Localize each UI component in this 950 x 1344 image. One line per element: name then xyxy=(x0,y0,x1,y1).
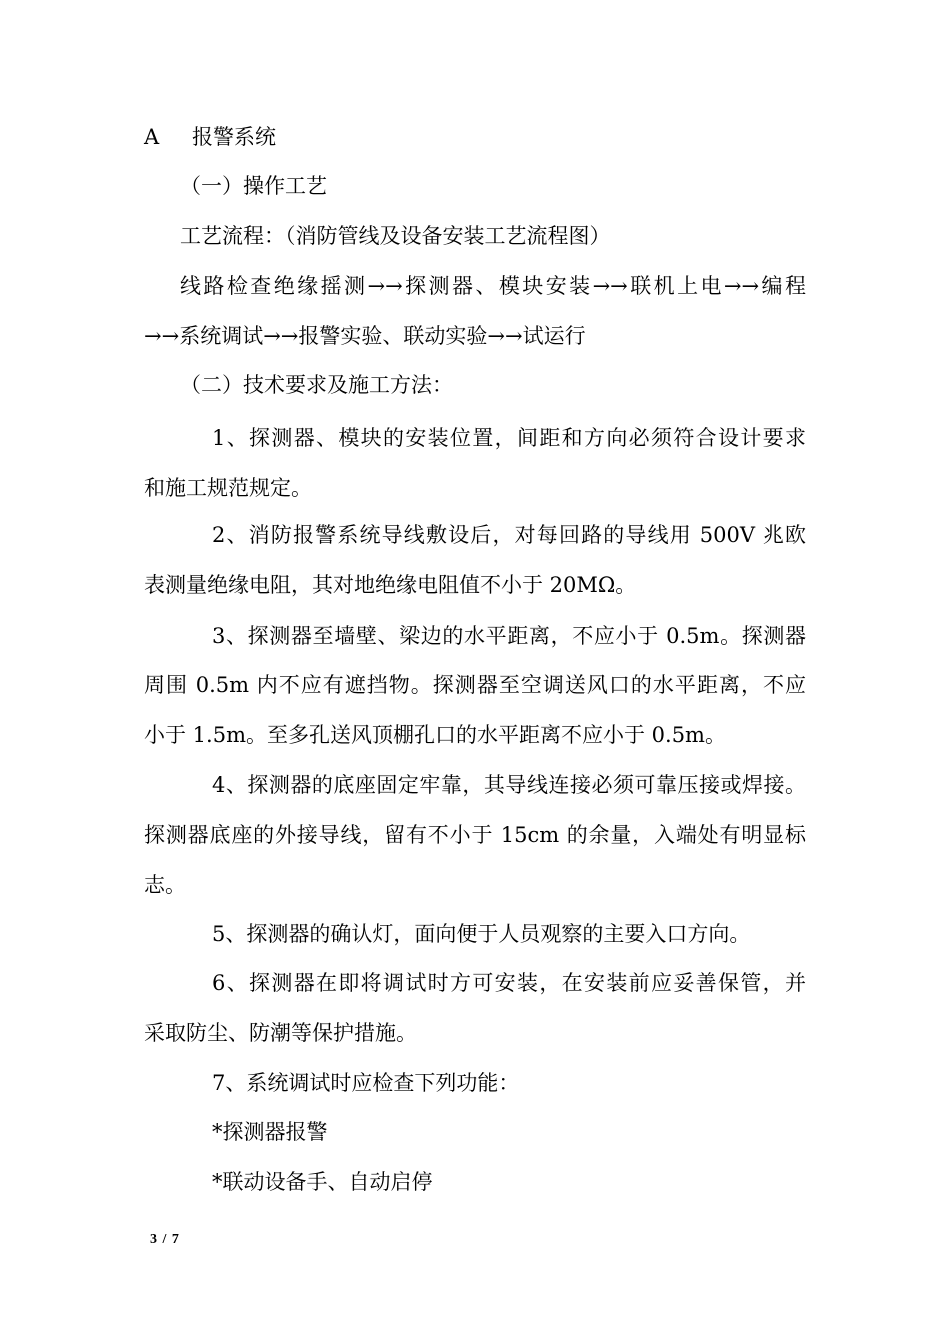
item-4-line-3: 志。 xyxy=(144,873,186,897)
flow-line-2: →→系统调试→→报警实验、联动实验→→试运行 xyxy=(144,324,586,348)
item-5-line-1: 5、探测器的确认灯，面向便于人员观察的主要入口方向。 xyxy=(212,922,751,946)
section-label: A xyxy=(144,125,160,149)
subsection-title-1: （一）操作工艺 xyxy=(180,174,327,198)
item-3-line-1: 3、探测器至墙壁、梁边的水平距离，不应小于 0.5m。探测器 xyxy=(212,624,806,648)
item-3-line-2: 周围 0.5m 内不应有遮挡物。探测器至空调送风口的水平距离，不应 xyxy=(144,673,806,697)
item-4-line-2: 探测器底座的外接导线，留有不小于 15cm 的余量，入端处有明显标 xyxy=(144,823,806,847)
item-2-line-1: 2、消防报警系统导线敷设后，对每回路的导线用 500V 兆欧 xyxy=(212,523,806,547)
item-6-line-2: 采取防尘、防潮等保护措施。 xyxy=(144,1021,417,1045)
section-heading xyxy=(144,123,276,151)
bullet-detector-alarm: *探测器报警 xyxy=(212,1120,328,1144)
item-2-line-2: 表测量绝缘电阻，其对地绝缘电阻值不小于 20MΩ。 xyxy=(144,573,637,597)
flow-title: 工艺流程：（消防管线及设备安装工艺流程图） xyxy=(180,224,611,248)
item-6-line-1: 6、探测器在即将调试时方可安装，在安装前应妥善保管，并 xyxy=(212,971,806,995)
flow-line-1: 线路检查绝缘摇测→→探测器、模块安装→→联机上电→→编程 xyxy=(180,274,806,298)
subsection-title-2: （二）技术要求及施工方法： xyxy=(180,373,453,397)
bullet-linkage-start-stop: *联动设备手、自动启停 xyxy=(212,1170,433,1194)
item-3-line-3: 小于 1.5m。至多孔送风顶棚孔口的水平距离不应小于 0.5m。 xyxy=(144,723,726,747)
page-number: 3 / 7 xyxy=(150,1232,180,1247)
item-1-line-2: 和施工规范规定。 xyxy=(144,476,312,500)
section-title: 报警系统 xyxy=(192,125,276,149)
item-4-line-1: 4、探测器的底座固定牢靠，其导线连接必须可靠压接或焊接。 xyxy=(212,773,806,797)
item-7-line-1: 7、系统调试时应检查下列功能： xyxy=(212,1071,520,1095)
item-1-line-1: 1、探测器、模块的安装位置，间距和方向必须符合设计要求 xyxy=(212,426,806,450)
